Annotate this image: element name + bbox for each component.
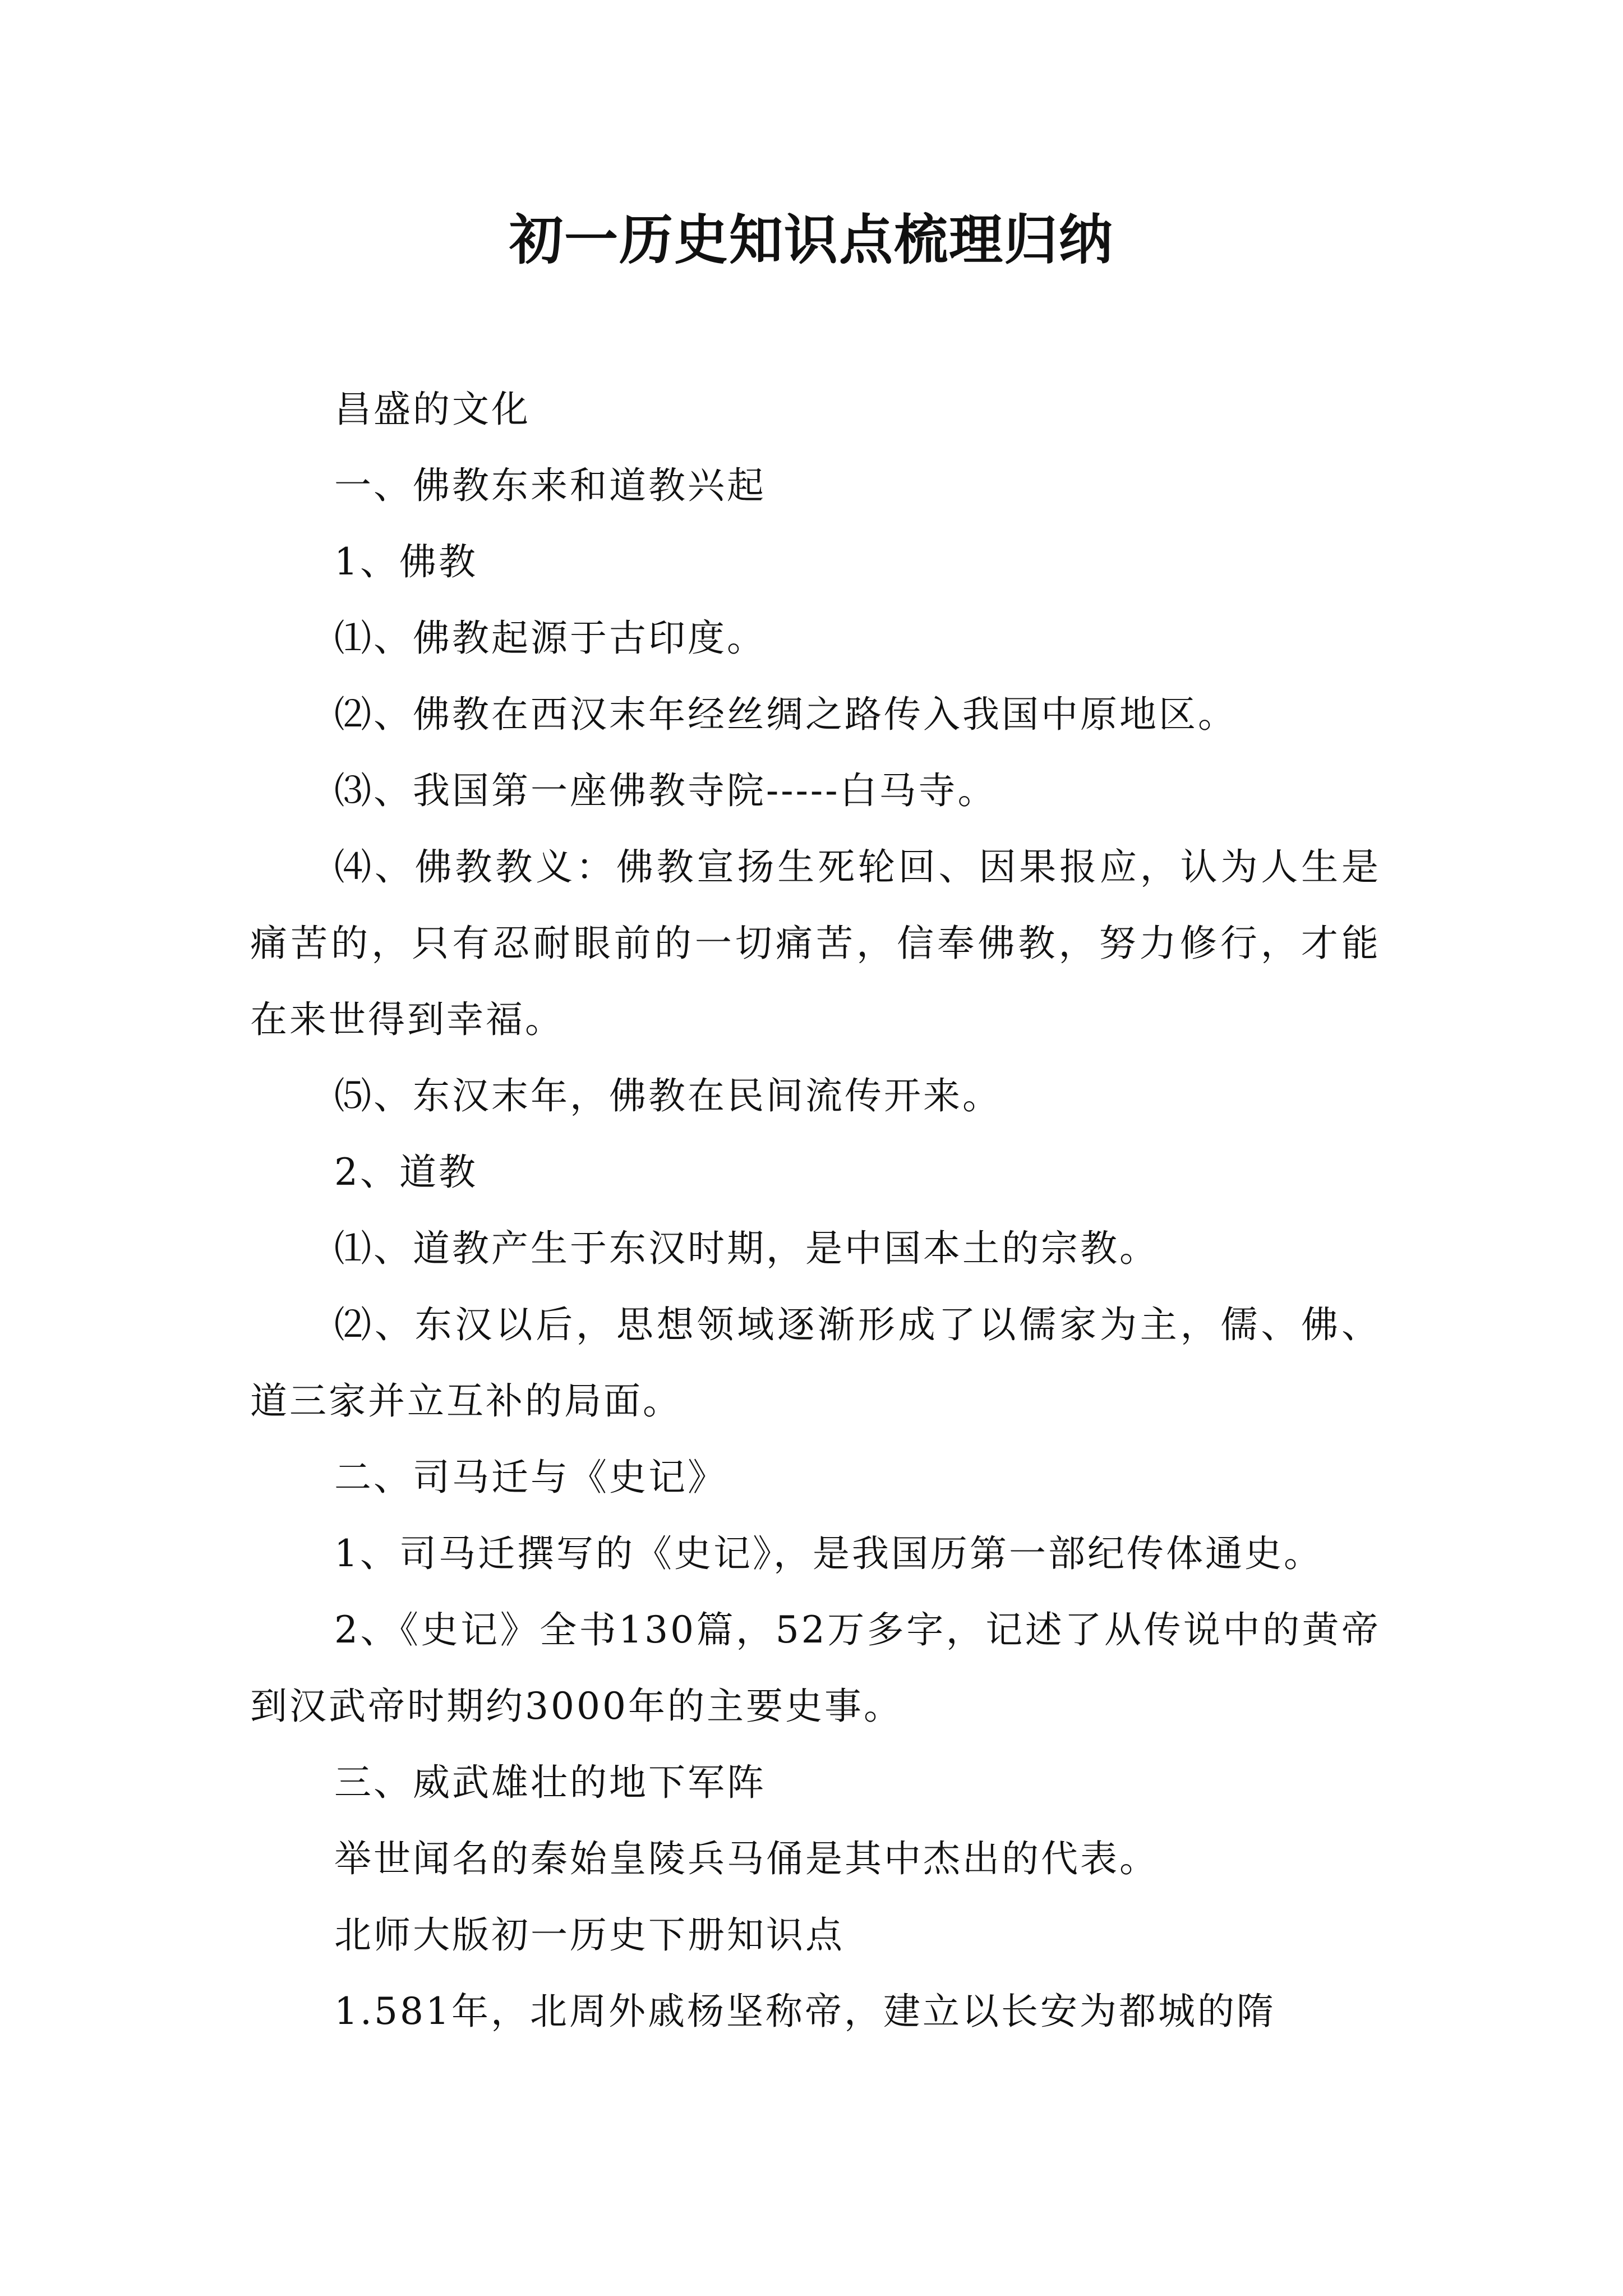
paragraph-10: ⑴、道教产生于东汉时期，是中国本土的宗教。	[334, 1227, 1159, 1270]
paragraph-13: 1、司马迁撰写的《史记》，是我国历第一部纪传体通史。	[334, 1532, 1323, 1575]
document-body	[250, 371, 1381, 2050]
paragraph-17: 北师大版初一历史下册知识点	[334, 1913, 845, 1957]
paragraph-14: 2、《史记》全书130篇，52万多字，记述了从传说中的黄帝到汉武帝时期约3000年的主要史事。	[250, 1608, 1381, 1728]
paragraph-4: ⑴、佛教起源于古印度。	[334, 616, 766, 660]
document-title: 初一历史知识点梳理归纳	[509, 208, 1114, 272]
paragraph-11: ⑵、东汉以后，思想领域逐渐形成了以儒家为主，儒、佛、道三家并立互补的局面。	[250, 1303, 1381, 1423]
paragraph-18: 1.581年，北周外戚杨坚称帝，建立以长安为都城的隋	[334, 1990, 1276, 2033]
paragraph-9: 2、道教	[334, 1151, 478, 1194]
paragraph-7: ⑷、佛教教义：佛教宣扬生死轮回、因果报应，认为人生是痛苦的，只有忍耐眼前的一切痛苦，信奉佛教，努力修行，才能在来世得到幸福。	[250, 845, 1381, 1041]
paragraph-12: 二、司马迁与《史记》	[334, 1456, 727, 1499]
paragraph-8: ⑸、东汉末年，佛教在民间流传开来。	[334, 1074, 1002, 1117]
paragraph-16: 举世闻名的秦始皇陵兵马俑是其中杰出的代表。	[334, 1837, 1159, 1880]
paragraph-5: ⑵、佛教在西汉末年经丝绸之路传入我国中原地区。	[334, 693, 1237, 736]
paragraph-15: 三、威武雄壮的地下军阵	[334, 1761, 766, 1804]
paragraph-1: 昌盛的文化	[334, 388, 531, 431]
paragraph-3: 1、佛教	[334, 540, 478, 583]
paragraph-2: 一、佛教东来和道教兴起	[334, 464, 766, 507]
paragraph-6: ⑶、我国第一座佛教寺院-----白马寺。	[334, 769, 997, 812]
